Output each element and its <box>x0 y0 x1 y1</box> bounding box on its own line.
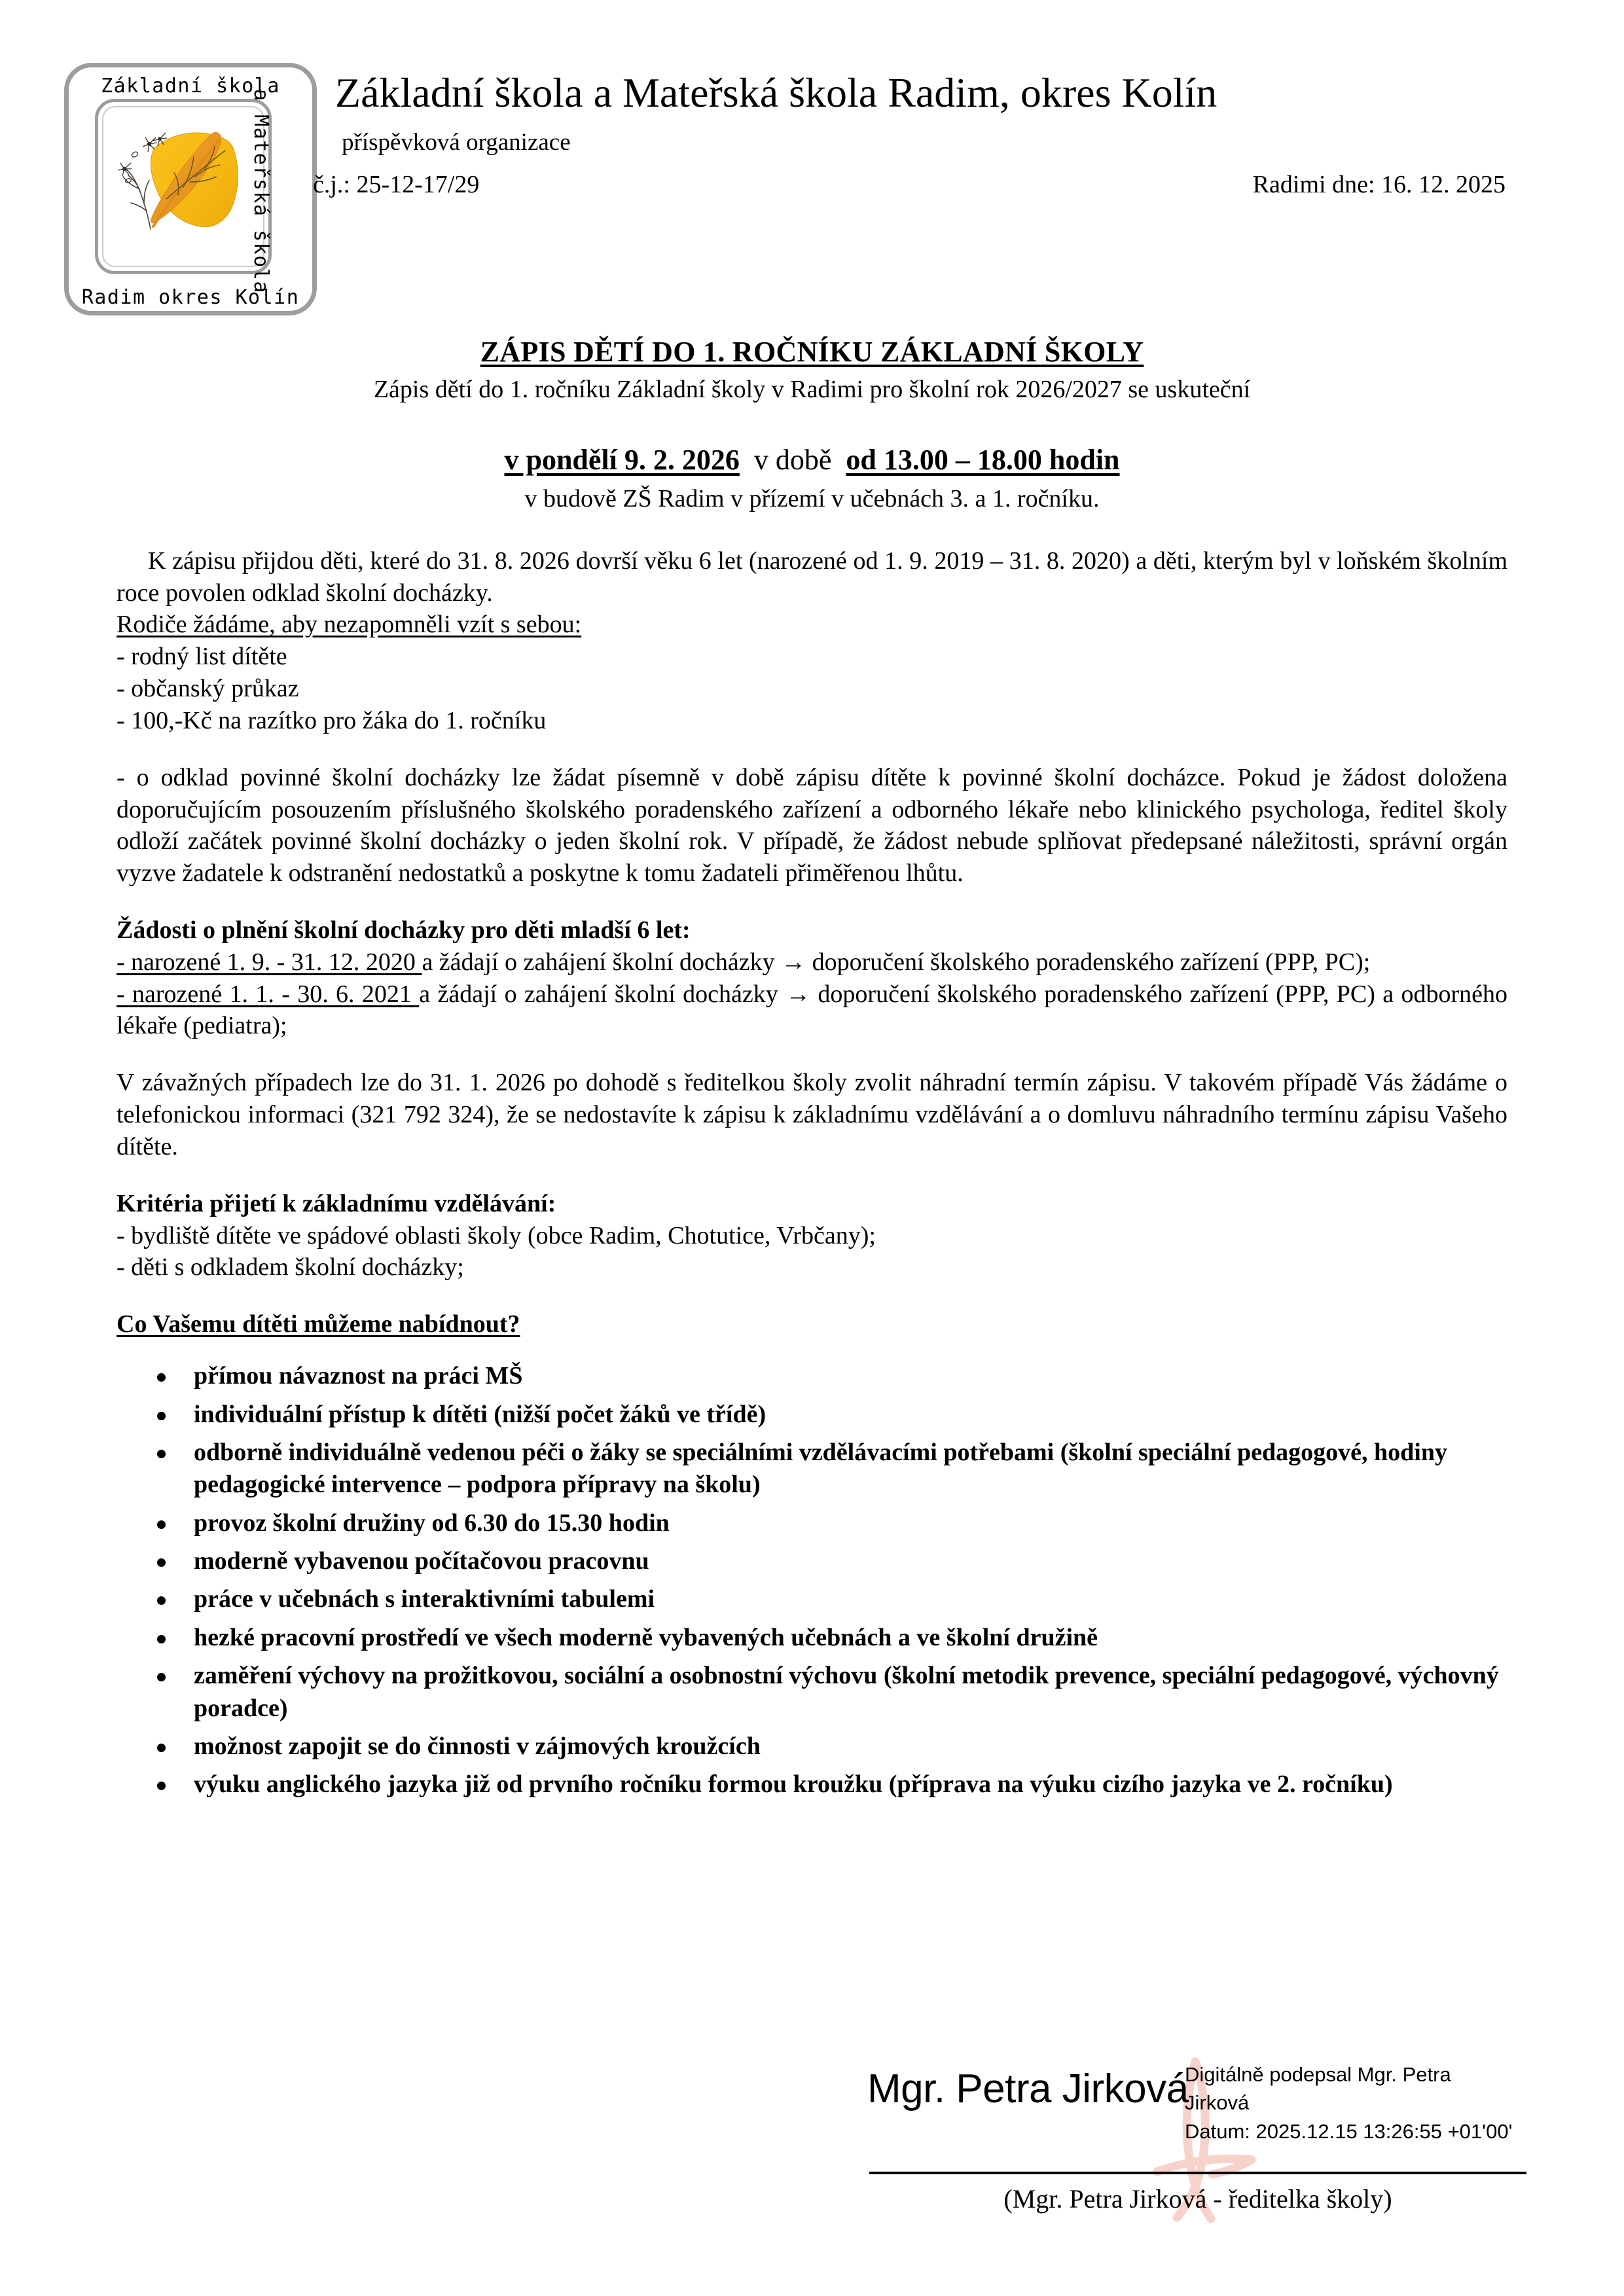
signature-signed-by-line-1: Digitálně podepsal Mgr. Petra <box>1185 2063 1451 2086</box>
younger-item-2-dates: - narozené 1. 1. - 30. 6. 2021 <box>117 980 420 1008</box>
signature-caption: (Mgr. Petra Jirková - ředitelka školy) <box>1003 2184 1392 2214</box>
logo-bottom-label: Radim okres Kolín <box>81 286 300 309</box>
organization-title: Základní škola a Mateřská škola Radim, okres Kolín <box>335 69 1218 116</box>
intro-paragraph: K zápisu přijdou děti, které do 31. 8. 2026 dovrší věku 6 let (narozené od 1. 9. 2019 – 31. 8. 2020) a děti, kterým byl v loňském školním roce povolen odklad školní docházky. <box>117 547 1507 607</box>
organization-subtitle: příspěvková organizace <box>342 129 571 156</box>
younger-children-item-1 <box>117 946 1507 978</box>
offers-heading: Co Vašemu dítěti můžeme nabídnout? <box>117 1310 520 1338</box>
page-title <box>117 334 1507 371</box>
bring-item: - rodný list dítěte <box>117 643 287 671</box>
list-item: odborně individuálně vedenou péči o žáky se speciálními vzdělávacími potřebami (školní speciální pedagogové, hodiny pedagogické intervence – podpora přípravy na školu) <box>117 1437 1507 1501</box>
list-item: provoz školní družiny od 6.30 do 15.30 hodin <box>117 1507 1507 1539</box>
signature-rule <box>869 2172 1526 2174</box>
postponement-paragraph: - o odklad povinné školní docházky lze žádat písemně v době zápisu dítěte k povinné školní docházce. Pokud je žádost doložena doporučujícím posouzením příslušného školského poradenského zařízení a odborného lékaře nebo klinického psychologa, ředitel školy odloží začátek povinné školní docházky o jeden školní rok. V případě, že žádost nebude splňovat předepsané náležitosti, správní orgán vyzve žadatele k odstranění nedostatků a poskytne k tomu žadateli přiměřenou lhůtu. <box>117 763 1507 888</box>
enrollment-when-middle: v době <box>753 444 832 476</box>
enrollment-time: od 13.00 – 18.00 hodin <box>846 444 1120 476</box>
bring-items-heading: Rodiče žádáme, aby nezapomněli vzít s sebou: <box>117 611 582 639</box>
reference-row <box>313 170 1506 199</box>
younger-item-1-dates: - narozené 1. 9. - 31. 12. 2020 <box>117 948 422 976</box>
list-item: individuální přístup k dítěti (nižší počet žáků ve třídě) <box>117 1399 1507 1431</box>
logo-top-label: Základní škola <box>101 75 280 98</box>
signature-signed-by-line-2: Jirková <box>1185 2091 1250 2115</box>
list-item: moderně vybavenou počítačovou pracovnu <box>117 1545 1507 1577</box>
bring-item: - 100,-Kč na razítko pro žáka do 1. ročníku <box>117 706 547 734</box>
digital-signature-block <box>851 2055 1584 2251</box>
bring-item: - občanský průkaz <box>117 675 299 703</box>
enrollment-location: v budově ZŠ Radim v přízemí v učebnách 3. a 1. ročníku. <box>524 484 1100 512</box>
place-and-date: Radimi dne: 16. 12. 2025 <box>1252 171 1506 198</box>
page-title-text: ZÁPIS DĚTÍ DO 1. ROČNÍKU ZÁKLADNÍ ŠKOLY <box>480 336 1144 368</box>
leaf-emblem-icon <box>103 107 264 267</box>
signature-timestamp: Datum: 2025.12.15 13:26:55 +01'00' <box>1185 2119 1513 2143</box>
logo-side-label: a Mateřská škola <box>249 89 272 294</box>
page-subtitle: Zápis dětí do 1. ročníku Základní školy v Radimi pro školní rok 2026/2027 se uskuteční <box>373 375 1251 403</box>
enrollment-when-line <box>117 442 1507 479</box>
younger-item-1-rest: a žádají o zahájení školní docházky → doporučení školského poradenského zařízení (PPP, PC); <box>422 948 1371 976</box>
list-item: práce v učebnách s interaktivními tabulemi <box>117 1583 1507 1615</box>
logo-inner-frame <box>102 106 264 267</box>
list-item: zaměření výchovy na prožitkovou, sociální a osobnostní výchovu (školní metodik prevence, speciální pedagogové, výchovný poradce) <box>117 1660 1507 1725</box>
reference-number: č.j.: 25-12-17/29 <box>313 171 480 198</box>
signature-metadata <box>1185 2060 1578 2145</box>
list-item: výuku anglického jazyka již od prvního ročníku formou kroužku (příprava na výuku cizího jazyka ve 2. ročníku) <box>117 1768 1507 1801</box>
younger-children-item-2 <box>117 978 1507 1043</box>
younger-item-2-rest: a žádají o zahájení školní docházky → doporučení školského poradenského zařízení (PPP, PC) a odborného lékaře (pediatra); <box>117 980 1507 1040</box>
alternative-term-paragraph: V závažných případech lze do 31. 1. 2026 po dohodě s ředitelkou školy zvolit náhradní termín zápisu. V takovém případě Vás žádáme o telefonickou informaci (321 792 324), že se nedostavíte k zápisu k základnímu vzdělávání a o domluvu náhradního termínu zápisu Vašeho dítěte. <box>117 1069 1507 1160</box>
signature-name: Mgr. Petra Jirková <box>867 2066 1189 2111</box>
criteria-item: - děti s odkladem školní docházky; <box>117 1253 464 1282</box>
younger-children-heading: Žádosti o plnění školní docházky pro děti mladší 6 let: <box>117 916 691 944</box>
criteria-item: - bydliště dítěte ve spádové oblasti školy (obce Radim, Chotutice, Vrbčany); <box>117 1221 876 1249</box>
list-item: možnost zapojit se do činnosti v zájmových kroužcích <box>117 1731 1507 1763</box>
document-body <box>117 334 1507 1807</box>
enrollment-date: v pondělí 9. 2. 2026 <box>504 444 740 476</box>
criteria-heading: Kritéria přijetí k základnímu vzdělávání: <box>117 1189 556 1217</box>
document-header <box>0 51 1624 309</box>
list-item: hezké pracovní prostředí ve všech moderně vybavených učebnách a ve školní družině <box>117 1622 1507 1654</box>
list-item: přímou návaznost na práci MŠ <box>117 1360 1507 1392</box>
school-logo <box>64 63 319 318</box>
offers-list <box>117 1360 1507 1801</box>
